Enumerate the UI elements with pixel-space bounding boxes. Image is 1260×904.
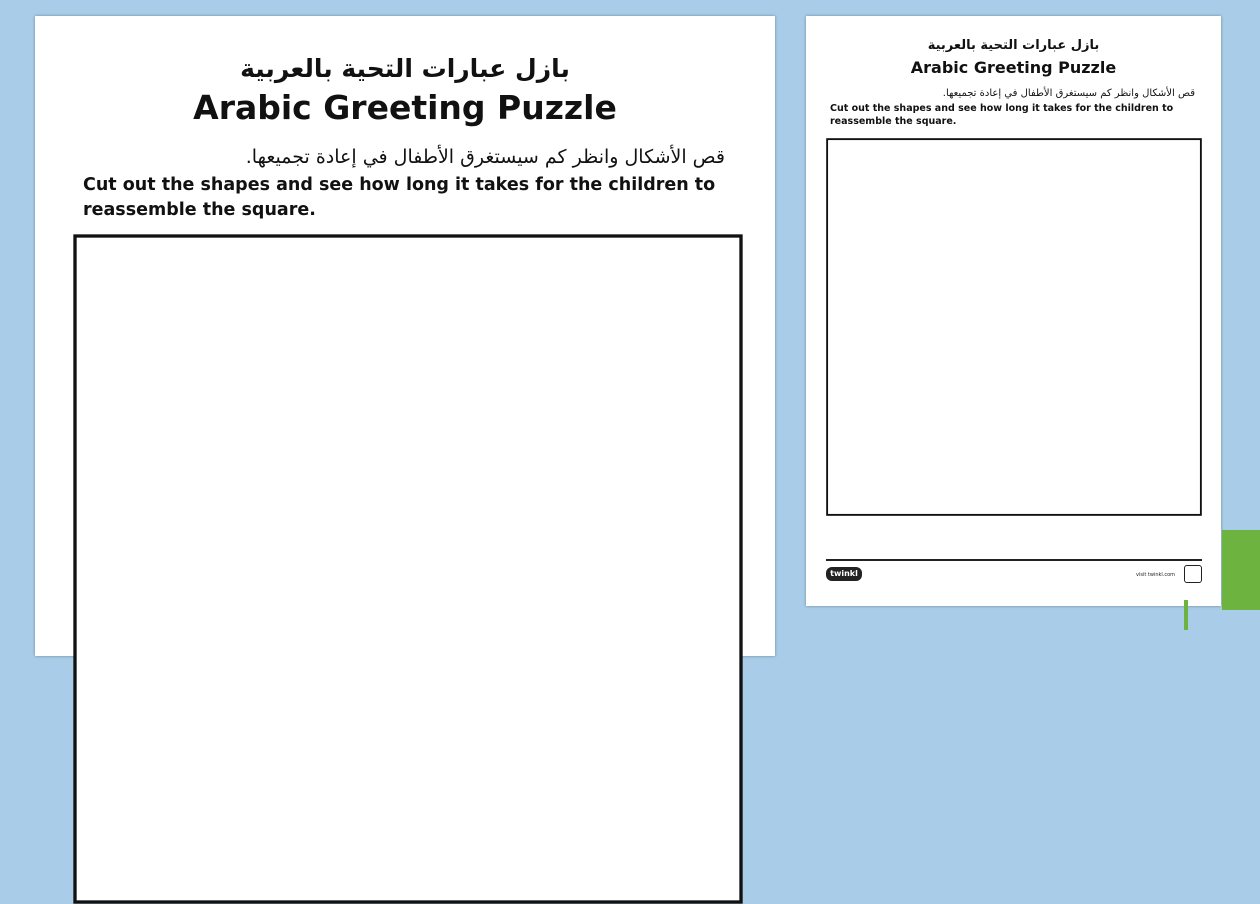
instructions-english: Cut out the shapes and see how long it takes for the children to reassemble the square. bbox=[830, 103, 1174, 127]
footer-visit-text: visit twinkl.com bbox=[1136, 572, 1176, 578]
title-arabic: بازل عبارات التحية بالعربية bbox=[927, 38, 1100, 53]
footer-rule bbox=[826, 559, 1202, 561]
worksheet-preview-small[interactable] bbox=[806, 16, 1221, 606]
puzzle-square bbox=[827, 139, 1201, 515]
side-tab bbox=[1222, 530, 1260, 610]
twinkl-logo: twinkl bbox=[826, 567, 862, 581]
worksheet-preview-large[interactable] bbox=[35, 16, 775, 656]
instructions-english: Cut out the shapes and see how long it takes for the children to reassemble the square. bbox=[83, 175, 716, 220]
puzzle-square bbox=[75, 236, 741, 902]
instructions-arabic: قص الأشكال وانظر كم سيستغرق الأطفال في إعادة تجميعها. bbox=[942, 88, 1195, 99]
title-english: Arabic Greeting Puzzle bbox=[193, 88, 617, 127]
puzzle-small bbox=[826, 138, 1202, 516]
side-tab-stem bbox=[1184, 600, 1188, 630]
instructions-arabic: قص الأشكال وانظر كم سيستغرق الأطفال في إعادة تجميعها. bbox=[245, 146, 725, 168]
title-arabic: بازل عبارات التحية بالعربية bbox=[240, 54, 570, 83]
puzzle-large bbox=[73, 234, 743, 904]
footer-badge-icon bbox=[1184, 565, 1202, 583]
title-english: Arabic Greeting Puzzle bbox=[910, 58, 1117, 77]
